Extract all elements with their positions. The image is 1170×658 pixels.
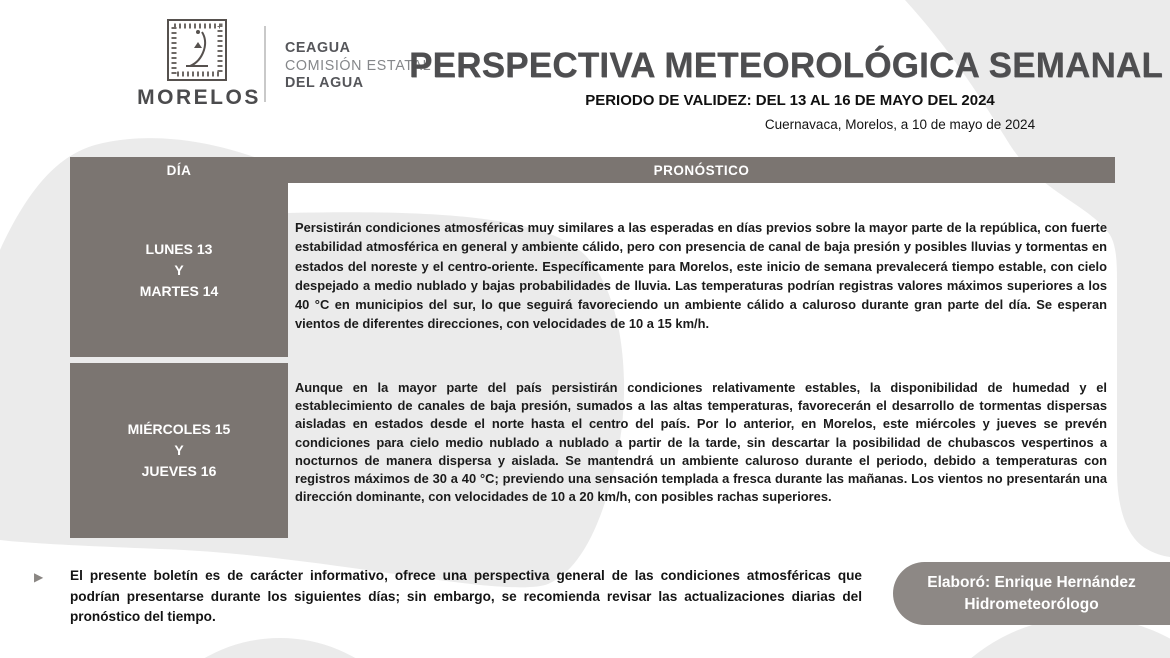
credit-role: Hidrometeorólogo: [964, 595, 1099, 613]
credit-author: Elaboró: Enrique Hernández: [927, 573, 1136, 591]
dateline: Cuernavaca, Morelos, a 10 de mayo de 2024: [764, 117, 1036, 132]
day-line: Y: [174, 261, 184, 278]
forecast-text-wednesday-thursday: Aunque en la mayor parte del país persistirán condiciones relativamente estables, la disponibilidad de humedad y el establecimiento de canales de baja presión, sumados a las altas temperaturas, favorecerán el desarrollo de tormentas dispersas aisladas en estados desde el norte hasta el centro del país. Por lo anterior, en Morelos, este miércoles y jueves se prevén condiciones para cielo medio nublado a nublado a partir de la tarde, sin descartar la posibilidad de chubascos vespertinos a nocturnos de manera dispersa y aislada. Se mantendrá un ambiente caluroso durante el periodo, debido a temperaturas con registros máximos de 30 a 40 °C; previendo una sensación templada a fresca durante las mañanas. Los vientos no presentarán una dirección dominante, con velocidades de 10 a 20 km/h, con posibles rachas superiores.: [295, 380, 1107, 505]
state-name-label: MORELOS: [137, 86, 261, 109]
forecast-text-monday-tuesday: Persistirán condiciones atmosféricas muy similares a las esperadas en días previos sobre la mayor parte de la república, con fuerte estabilidad atmosférica en general y ambiente cálido, pero con presencia de canal de baja presión y posibles lluvias y tormentas en estados del noreste y el centro-oriente. Específicamente para Morelos, este inicio de semana prevalecerá tiempo estable, con cielo despejado a medio nublado y bajas probabilidades de lluvia. Las temperaturas podrían registras valores máximos superiores a los 40 °C en municipios del sur, lo que seguirá favoreciendo un ambiente cálido a caluroso durante gran parte del día. Se esperan vientos de diferentes direcciones, con velocidades de 10 a 15 km/h.: [295, 220, 1107, 332]
column-header-forecast: PRONÓSTICO: [288, 157, 1115, 183]
agency-name-line2: COMISIÓN ESTATAL: [285, 57, 432, 74]
morelos-coat-of-arms: [158, 18, 236, 84]
day-line: Y: [174, 442, 184, 458]
day-cell-monday-tuesday: [70, 183, 288, 357]
author-credit-badge: [893, 562, 1170, 625]
column-header-day: DÍA: [70, 157, 288, 183]
day-line: JUEVES 16: [141, 463, 217, 479]
day-line: LUNES 13: [145, 240, 213, 257]
bullet-arrow-icon: ▶: [34, 570, 44, 584]
disclaimer-note: El presente boletín es de carácter informativo, ofrece una perspectiva general de las condiciones atmosféricas que podrían presentarse durante los siguientes días; sin embargo, se recomienda revisar las actualizaciones diarias del pronóstico del tiempo.: [70, 568, 862, 624]
agency-acronym: CEAGUA: [285, 40, 351, 56]
day-line: MARTES 14: [139, 282, 219, 299]
day-cell-wednesday-thursday: [70, 363, 288, 538]
agency-name-line3: DEL AGUA: [285, 75, 364, 91]
header-divider: [264, 26, 266, 102]
background-circle-bottom-left: [128, 638, 432, 658]
validity-period: PERIODO DE VALIDEZ: DEL 13 AL 16 DE MAYO DEL 2024: [585, 92, 995, 109]
page-title: PERSPECTIVA METEOROLÓGICA SEMANAL: [409, 46, 1163, 85]
day-line: MIÉRCOLES 15: [127, 421, 231, 437]
